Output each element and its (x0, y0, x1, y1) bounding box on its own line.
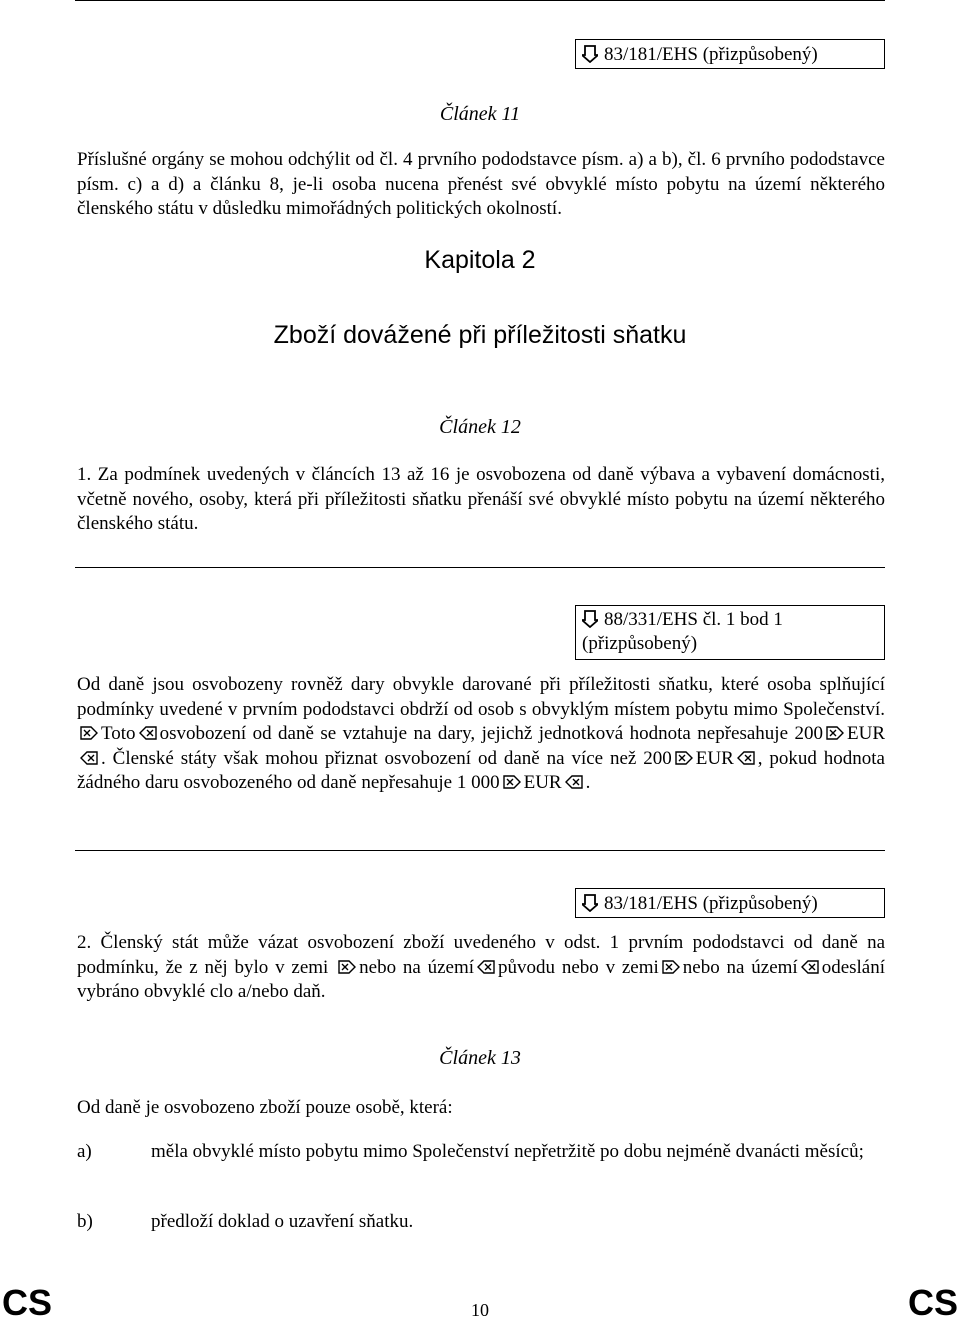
article-12-title: Článek 12 (439, 416, 521, 438)
article-12-paragraph-1: 1. Za podmínek uvedených v článcích 13 až 16 je osvobozena od daně výbava a vybavení domácnosti, včetně nového, osoby, která při příležitosti sňatku přenáší své obvyklé místo pobytu na území některého členského státu. (77, 464, 885, 534)
chapter-title: Kapitola 2 (424, 246, 536, 274)
insert-end-icon (565, 775, 583, 789)
list-item-text: měla obvyklé místo pobytu mimo Společenství nepřetržitě po dobu nejméně dvanácti měsíců; (151, 1141, 864, 1162)
article-12-paragraph-2: Od daně jsou osvobozeny rovněž dary obvykle darované při příležitosti sňatku, které osoba splňující podmínky uvedené v prvním pododstavci obdrží od osob s obvyklým místem pobytu mimo Společenství. Toto osvobození od daně se vztahuje na dary, jejichž jednotková hodnota nepřesahuje 200 EUR. Členské státy však mohou přiznat osvobození od daně na více než 200 EUR , pokud hodnota žádného daru osvobozeného od daně nepřesahuje 1 000 EUR . (77, 674, 885, 793)
arrow-down-icon (582, 610, 598, 628)
list-item-label: b) (77, 1211, 93, 1232)
section-rule (75, 567, 885, 568)
insert-start-icon (662, 960, 680, 974)
reference-box (575, 888, 885, 918)
arrow-down-icon (582, 45, 598, 63)
reference-text: 88/331/EHS čl. 1 bod 1 (604, 609, 783, 630)
insert-end-icon (139, 726, 157, 740)
insert-end-icon (80, 751, 98, 765)
reference-text: 83/181/EHS (přizpůsobený) (604, 44, 818, 65)
article-13-title: Článek 13 (439, 1047, 521, 1069)
article-11-text: Příslušné orgány se mohou odchýlit od čl. 4 prvního pododstavce písm. a) a b), čl. 6 prvního pododstavce písm. c) a d) a článku 8, je-li osoba nucena přenést své obvyklé místo pobytu na území některého členského státu v důsledku mimořádných politických okolností. (77, 149, 885, 219)
insert-start-icon (675, 751, 693, 765)
reference-box (575, 39, 885, 69)
insert-start-icon (80, 726, 98, 740)
section-rule (75, 850, 885, 851)
list-item-text: předloží doklad o uzavření sňatku. (151, 1211, 414, 1232)
insert-end-icon (737, 751, 755, 765)
chapter-subtitle: Zboží dovážené při příležitosti sňatku (273, 321, 687, 349)
footer-language-right: CS (907, 1282, 958, 1323)
insert-start-icon (826, 726, 844, 740)
reference-text-2: (přizpůsobený) (582, 633, 698, 654)
top-rule (75, 0, 885, 1)
insert-start-icon (503, 775, 521, 789)
insert-end-icon (801, 960, 819, 974)
list-item-label: a) (77, 1141, 92, 1162)
article-11-title: Článek 11 (439, 103, 521, 125)
article-13-intro: Od daně je osvobozeno zboží pouze osobě, která: (77, 1097, 453, 1118)
reference-box (575, 605, 885, 660)
footer-language-left: CS (2, 1282, 53, 1323)
article-12-paragraph-3: 2. Členský stát může vázat osvobození zboží uvedeného v odst. 1 prvním pododstavci od daně na podmínku, že z něj bylo v zemi nebo na území původu nebo v zemi nebo na území odeslání vybráno obvyklé clo a/nebo daň. (77, 932, 886, 1002)
reference-text: 83/181/EHS (přizpůsobený) (604, 893, 818, 914)
arrow-down-icon (582, 894, 598, 912)
insert-start-icon (338, 960, 356, 974)
page-number: 10 (471, 1300, 489, 1320)
insert-end-icon (477, 960, 495, 974)
